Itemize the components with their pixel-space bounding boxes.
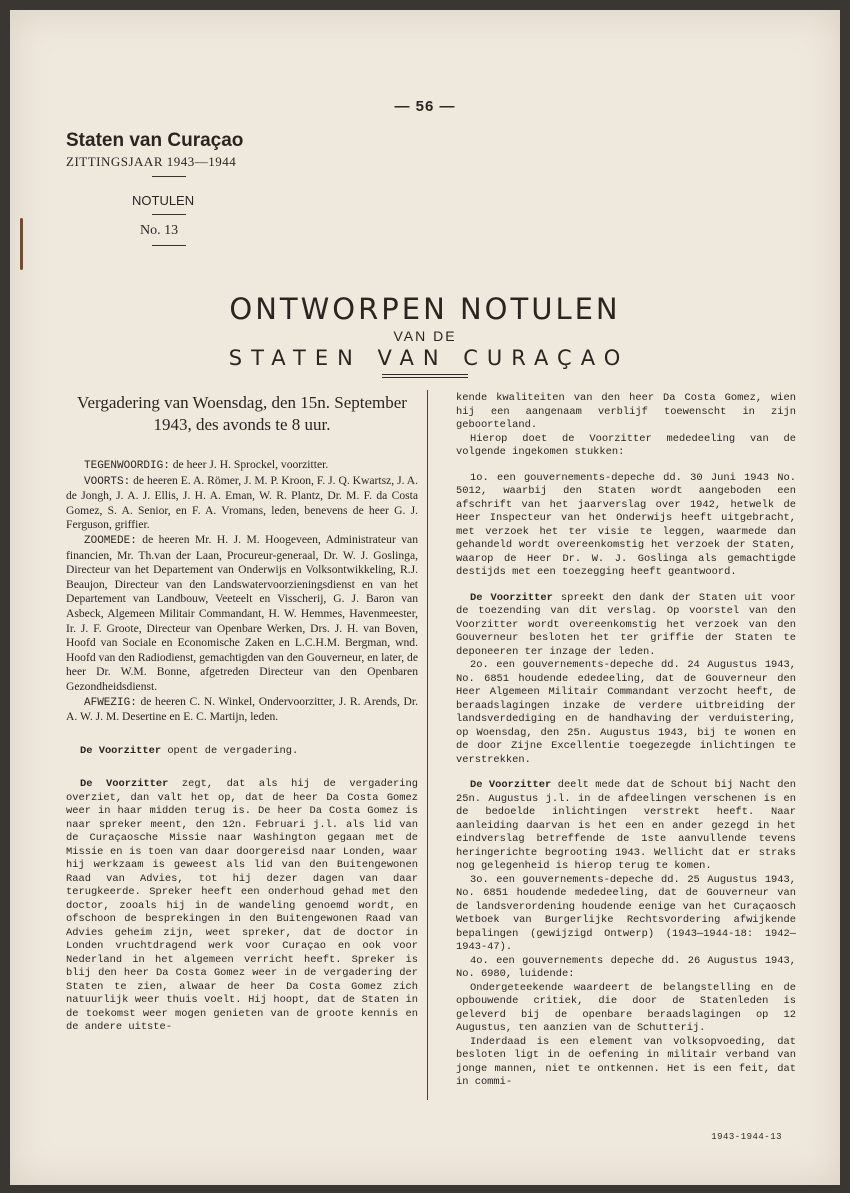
meeting-heading: Vergadering van Woensdag, den 15n. September 1943, des avonds te 8 uur. [77,393,407,434]
right-column [456,392,796,1090]
paragraph [456,592,796,660]
opening-paragraph [66,745,418,759]
paragraph: Ondergeteekende waardeert de belangstelling en de opbouwende critiek, die door de Statenleden is geleverd bij de openbare beraadslagingen op 12 Augustus, ten aanzien van de Schutterij. [456,981,796,1034]
speaker: De Voorzitter [470,591,553,604]
also-paragraph [66,474,418,533]
masthead-title: Staten van Curaçao [66,130,244,151]
column-divider [427,390,428,1100]
paragraph-text: deelt mede dat de Schout bij Nacht den 25n. Augustus j.l. in de afdeelingen verschenen is en de bedoelde inlichtingen verstrekt heeft. Naar aanleiding daarvan is het een en ander gezegd in het eindverslag betreffende de 1ste aanvullende tevens heringerichte begrooting 1943. Wellicht dat er straks nog gelegenheid is hierop terug te komen. [456,779,796,872]
headline-subtitle: VAN DE [393,328,457,344]
document-page [10,10,840,1185]
likewise-text: de heeren Mr. H. J. M. Hoogeveen, Administrateur van financien, Mr. Th.van der Laan, Procureur-generaal, Dr. W. J. Goslinga, Directeur van het Departement van Onderwijs en Volksontwikkeling, R.J. Beaujon, Directeur van den Landswatervoorzieningsdienst en van het Departement van Landbouw, Veeteelt en Visscherij, G. J. Baron van Asbeck, Algemeen Militair Commandant, H. W. Hemmes, Havenmeester, Ir. J. F. Groote, Directeur van Openbare Werken, Drs. J. H. van Boven, Hoofd van Sociale en Economische Zaken en L.C.H.M. Bergman, wnd. Hoofd van den Radiodienst, gemachtigden van den Gouverneur, en later, de heer Dr. W.M. Bonne, afgetreden Directeur van den Openbaren Gezondheidsdienst. [66,532,418,693]
absent-paragraph [66,695,418,725]
headline-rule [382,374,468,378]
present-text: de heer J. H. Sprockel, voorzitter. [172,458,329,471]
paragraph: Hierop doet de Voorzitter mededeeling van de volgende ingekomen stukken: [456,432,796,458]
speaker: De Voorzitter [80,744,162,757]
paragraph: kende kwaliteiten van den heer Da Costa Gomez, wien hij een aangenaam verblijf toewenscht in zijn geboorteland. [456,392,796,431]
masthead-rule [152,214,186,215]
masthead-number: No. 13 [140,223,179,238]
paragraph: 4o. een gouvernements depeche dd. 26 Augustus 1943, No. 6980, luidende: [456,954,796,980]
speech-paragraph [66,778,418,1035]
paragraph-text: spreekt den dank der Staten uit voor de toezending van dit verslag. Op voorstel van den Voorzitter wordt overeenkomstig het verzoek van den Gouverneur besloten het ter griffie der Staten te deponeeren ter inzage der leden. [456,591,796,658]
paragraph: 2o. een gouvernements-depeche dd. 24 Augustus 1943, No. 6851 houdende ededeeling, dat de Gouverneur den Heer Algemeen Militair Commandant verzocht heeft, de beraadslagingen inzake de verdere uitbreiding der landsverdediging en de handhaving der verduistering, op Woensdag, den 25n. Augustus 1943, bij te wonen en de door Zijne Excellentie toegezegde inlichtingen te verstrekken. [456,659,796,766]
paragraph [456,779,796,874]
absent-text: de heeren C. N. Winkel, Ondervoorzitter, J. R. Arends, Dr. A. W. J. M. Desertine en E. C. Martijn, leden. [66,694,418,724]
present-label: TEGENWOORDIG: [84,460,170,472]
paragraph: 3o. een gouvernements-depeche dd. 25 Augustus 1943, No. 6851 houdende mededeeling, dat de Gouverneur van de landsverordening houdende eenige van het Curaçaosch Wetboek van Burgerlijke Rechtsvordering afwijkende bepalingen (gewijzigd Ontwerp) (1943—1944-18: 1942—1943-47). [456,873,796,953]
left-column [66,392,418,1035]
masthead-rule [152,245,186,246]
present-paragraph [66,458,418,474]
likewise-label: ZOOMEDE: [84,534,137,547]
also-text: de heeren E. A. Römer, J. M. P. Kroon, F. J. Q. Kwartsz, J. A. de Jongh, J. A. J. Ellis, J. H. A. Eman, W. R. Plantz, Dr. M. F. da Costa Gomez, S. A. Senior, en F. A. Vromans, leden, benevens de heer G. J. Ferguson, griffier. [66,473,419,532]
footer-code: 1943-1944-13 [711,1132,782,1142]
masthead-session: ZITTINGSJAAR 1943—1944 [66,154,237,169]
page-number: — 56 — [394,98,456,115]
paragraph: 1o. een gouvernements-depeche dd. 30 Juni 1943 No. 5012, waarbij den Staten wordt aangeboden een afschrift van het jaarverslag over 1942, hetwelk de Heer Inspecteur van het Onderwijs heeft uitgebracht, met verzoek het ter visie te leggen, waarmede dan gehandeld wordt overeenkomstig het verzoek der Staten, waarop de Heer Dr. W. J. Goslinga als gemachtigde destijds met een toezegging heeft geantwoord. [456,471,796,578]
margin-mark [20,218,23,270]
speech-text: zegt, dat als hij de vergadering overziet, dan valt het op, dat de heer Da Costa Gomez weer in haar midden terug is. De heer Da Costa Gomez is naar spreker meent, den 12n. Februari j.l. als lid van de Curaçaosche Missie naar Washington gegaan met de Missie en is toen van daar doorgereisd naar Londen, waar hij werkzaam is geweest als lid van den Buitengewonen Raad van Advies, tot hij dezer dagen van daar terugkeerde. Spreker heeft een onderhoud gehad met den doctor, zooals hij in de wandeling genoemd wordt, en ofschoon de besprekingen in den Buitengewonen Raad van Advies geheim zijn, weet spreker, dat de doctor in Londen vruchtdragend werk voor Curaçao en ook voor Nederland in het algemeen verricht heeft. Spreker is blij den heer Da Costa Gomez weer in de vergadering der Staten te zien, alwaar de heer Da Costa Gomez zich natuurlijk weer thuis voelt. Hij hoopt, dat de Staten in de toekomst weer mogen genieten van de groote kennis en de andere uitste- [66,778,418,1034]
headline-body: STATEN VAN CURAÇAO [228,346,630,370]
headline [10,292,840,378]
paragraph: Inderdaad is een element van volksopvoeding, dat besloten ligt in de oefening in militair verband van jonge mannen, niet te ontkennen. Het is een feit, dat in commi- [456,1035,796,1088]
opening-text: opent de vergadering. [167,744,299,757]
absent-label: AFWEZIG: [84,696,137,709]
speaker: De Voorzitter [80,778,169,791]
masthead [66,130,326,252]
likewise-paragraph [66,533,418,695]
masthead-label: NOTULEN [132,193,195,208]
also-label: VOORTS: [84,475,131,488]
headline-title: ONTWORPEN NOTULEN [229,292,621,326]
masthead-rule [152,176,186,177]
speaker: De Voorzitter [470,779,552,791]
